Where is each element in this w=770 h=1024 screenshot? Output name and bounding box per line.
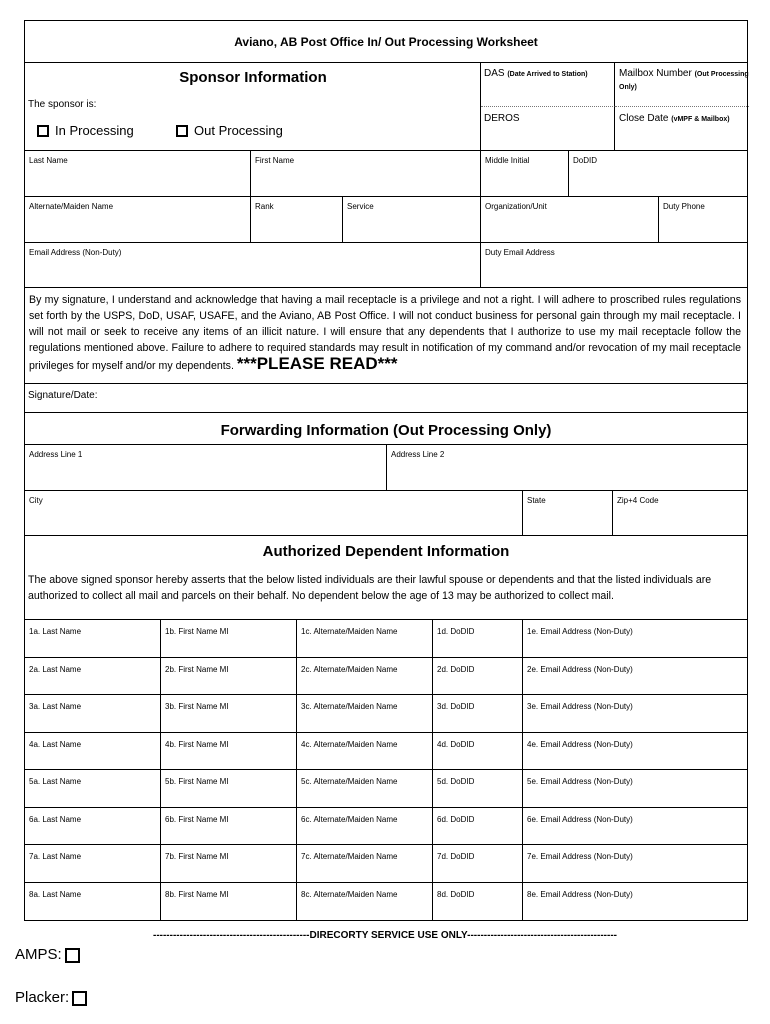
city-row [25,491,747,536]
dependent-8-dodid-field[interactable] [433,883,523,921]
dependent-row [25,883,747,921]
dependent-field-label: 1e. Email Address (Non-Duty) [527,627,633,636]
dependent-field-label: 6d. DoDID [437,814,475,824]
org-unit-label: Organization/Unit [485,202,547,211]
dependent-field-label: 2e. Email Address (Non-Duty) [527,664,633,674]
dependent-field-label: 4a. Last Name [29,739,82,749]
dodid-field[interactable] [569,151,749,196]
city-label: City [29,496,43,505]
dependent-field-label: 5c. Alternate/Maiden Name [301,777,398,786]
dependent-6-first-name-mi-field[interactable] [161,808,297,845]
dependent-field-label: 3a. Last Name [29,702,82,711]
dependent-7-dodid-field[interactable] [433,845,523,882]
service-label: Service [347,202,374,211]
dependent-5-email-non-duty-field[interactable] [523,770,749,807]
directory-service-divider: -----------------------------------------------DIRECORTY SERVICE USE ONLY--------------------------------------------- [152,930,617,941]
agreement-row [25,288,747,384]
mailbox-sublabel: (Out Processing Only) [619,71,749,91]
dependent-row [25,658,747,696]
das-field[interactable] [481,63,615,107]
sponsor-rank-row [25,197,747,243]
last-name-label: Last Name [29,156,68,165]
mailbox-number-field[interactable] [615,63,749,107]
org-unit-field[interactable] [481,197,659,242]
dependent-field-label: 6e. Email Address (Non-Duty) [527,814,633,824]
signature-label: Signature/Date: [28,390,98,401]
dependent-row [25,770,747,808]
dependent-field-label: 8a. Last Name [29,889,82,899]
das-label: DAS [484,68,505,79]
dependent-field-label: 5a. Last Name [29,777,82,786]
dependent-field-label: 7c. Alternate/Maiden Name [301,852,398,861]
address-line2-field[interactable] [387,445,749,490]
placker-checkbox[interactable] [72,991,87,1006]
dependent-field-label: 4d. DoDID [437,739,475,749]
dependent-8-alt-maiden-name-field[interactable] [297,883,433,921]
amps-option[interactable] [15,946,80,963]
dependent-8-last-name-field[interactable] [25,883,161,921]
dependent-1-dodid-field[interactable] [433,620,523,657]
dependent-field-label: 4c. Alternate/Maiden Name [301,739,398,749]
page-title: Aviano, AB Post Office In/ Out Processing Worksheet [234,35,538,49]
dependent-field-label: 3b. First Name MI [165,702,229,711]
worksheet-form [24,20,748,921]
dependents-heading: Authorized Dependent Information [262,543,510,560]
dependent-field-label: 1d. DoDID [437,627,475,636]
dependent-row [25,808,747,846]
dependent-row [25,845,747,883]
dependent-field-label: 4e. Email Address (Non-Duty) [527,739,633,749]
dependents-text: The above signed sponsor hereby asserts that the below listed individuals are their lawful spouse or dependents and that the listed individuals are authorized to collect all mail and parcels on their behalf. No dependent below the age of 13 may be authorized to collect mail. [28,574,712,602]
in-processing-option[interactable] [37,122,134,140]
duty-email-field[interactable] [481,243,749,287]
dependent-4-first-name-mi-field[interactable] [161,733,297,770]
dependent-4-last-name-field[interactable] [25,733,161,770]
alt-name-field[interactable] [25,197,251,242]
dependent-field-label: 2a. Last Name [29,664,82,674]
dependent-6-last-name-field[interactable] [25,808,161,845]
amps-checkbox[interactable] [65,948,80,963]
dodid-label: DoDID [573,156,598,165]
dependent-3-email-non-duty-field[interactable] [523,695,749,732]
first-name-field[interactable] [251,151,481,196]
rank-field[interactable] [251,197,343,242]
dependent-5-last-name-field[interactable] [25,770,161,807]
dependent-3-dodid-field[interactable] [433,695,523,732]
dependent-1-first-name-mi-field[interactable] [161,620,297,657]
dependent-field-label: 2d. DoDID [437,664,475,674]
dependent-row [25,620,747,658]
sponsor-is-label: The sponsor is: [28,99,97,110]
dependent-field-label: 2c. Alternate/Maiden Name [301,664,398,674]
middle-initial-label: Middle Initial [485,156,530,165]
placker-option[interactable] [15,989,87,1006]
sponsor-header [25,63,747,151]
dependent-6-dodid-field[interactable] [433,808,523,845]
agreement-paragraph: By my signature, I understand and acknowledge that having a mail receptacle is a privilege and not a right. I will adhere to proscribed rules regulations set forth by the USPS, DoD, USAF, USAFE, and the Aviano, AB Post Office. I will not conduct business for personal gain through my mail receptacle. I will not mail or seek to receive any items of an illicit nature. I will ensure that any dependents that I authorize to use my mail receptacle follow the regulations mentioned above. Failure to adhere to required standards may result in notification of my command and/or revocation of my mail receptacle privileges for myself and/or my dependents. [29,294,741,372]
deros-field[interactable] [481,107,615,150]
dependent-field-label: 3d. DoDID [437,702,475,711]
dependent-6-alt-maiden-name-field[interactable] [297,808,433,845]
sponsor-heading: Sponsor Information [179,69,327,86]
email-non-duty-field[interactable] [25,243,481,287]
address-line1-field[interactable] [25,445,387,490]
zip-field[interactable] [613,491,749,535]
signature-row[interactable] [25,384,747,413]
dependent-8-first-name-mi-field[interactable] [161,883,297,921]
dependent-4-email-non-duty-field[interactable] [523,733,749,770]
sponsor-email-row [25,243,747,288]
out-processing-option[interactable] [176,122,283,140]
dependent-1-alt-maiden-name-field[interactable] [297,620,433,657]
dependent-field-label: 7e. Email Address (Non-Duty) [527,852,633,861]
dependents-table [25,620,747,920]
mailbox-label: Mailbox Number [619,68,692,79]
amps-label: AMPS: [15,946,62,963]
sponsor-info-cell [25,63,481,150]
dependent-4-alt-maiden-name-field[interactable] [297,733,433,770]
deros-label: DEROS [484,113,520,124]
forwarding-heading: Forwarding Information (Out Processing Only) [220,422,552,439]
dependent-field-label: 3c. Alternate/Maiden Name [301,702,398,711]
dependent-field-label: 8b. First Name MI [165,889,229,899]
address-line2-label: Address Line 2 [391,450,445,459]
dependent-field-label: 5b. First Name MI [165,777,229,786]
in-processing-checkbox[interactable] [37,125,49,137]
dependent-5-first-name-mi-field[interactable] [161,770,297,807]
close-date-label: Close Date [619,113,669,124]
dependent-7-email-non-duty-field[interactable] [523,845,749,882]
dependent-field-label: 7d. DoDID [437,852,475,861]
city-field[interactable] [25,491,523,535]
dependent-2-last-name-field[interactable] [25,658,161,695]
sponsor-name-row [25,151,747,197]
duty-email-label: Duty Email Address [485,248,555,257]
dependent-1-last-name-field[interactable] [25,620,161,657]
dependent-5-dodid-field[interactable] [433,770,523,807]
dependent-row [25,733,747,771]
dependent-1-email-non-duty-field[interactable] [523,620,749,657]
dependent-2-dodid-field[interactable] [433,658,523,695]
address-line1-label: Address Line 1 [29,450,83,459]
dependent-row [25,695,747,733]
forwarding-heading-row [25,413,747,445]
service-field[interactable] [343,197,481,242]
dependent-field-label: 6a. Last Name [29,814,82,824]
in-processing-label: In Processing [55,123,134,139]
rank-label: Rank [255,202,274,211]
dependent-7-alt-maiden-name-field[interactable] [297,845,433,882]
agreement-text [25,288,747,374]
placker-label: Placker: [15,989,70,1006]
dependent-field-label: 6b. First Name MI [165,814,229,824]
dependent-2-alt-maiden-name-field[interactable] [297,658,433,695]
das-sublabel: (Date Arrived to Station) [507,71,588,78]
address-row [25,445,747,491]
out-processing-label: Out Processing [194,123,283,139]
dependent-7-first-name-mi-field[interactable] [161,845,297,882]
duty-phone-label: Duty Phone [663,202,705,211]
dependent-field-label: 8c. Alternate/Maiden Name [301,889,398,899]
dependent-3-first-name-mi-field[interactable] [161,695,297,732]
dependent-field-label: 8d. DoDID [437,889,475,899]
alt-name-label: Alternate/Maiden Name [29,202,114,211]
please-read-label: ***PLEASE READ*** [236,354,398,373]
close-date-sublabel: (vMPF & Mailbox) [671,116,730,123]
dependent-3-alt-maiden-name-field[interactable] [297,695,433,732]
dependent-3-last-name-field[interactable] [25,695,161,732]
dependent-field-label: 1c. Alternate/Maiden Name [301,627,398,636]
out-processing-checkbox[interactable] [176,125,188,137]
last-name-field[interactable] [25,151,251,196]
email-non-duty-label: Email Address (Non-Duty) [29,248,122,257]
dependent-2-email-non-duty-field[interactable] [523,658,749,695]
dependent-field-label: 5d. DoDID [437,777,475,786]
dependent-field-label: 7b. First Name MI [165,852,229,861]
state-field[interactable] [523,491,613,535]
close-date-field[interactable] [615,107,749,150]
dependents-header-row [25,536,747,620]
zip-label: Zip+4 Code [617,496,659,505]
dependent-field-label: 1b. First Name MI [165,627,229,636]
dependent-8-email-non-duty-field[interactable] [523,883,749,921]
dependent-field-label: 2b. First Name MI [165,664,229,674]
middle-initial-field[interactable] [481,151,569,196]
dependent-field-label: 1a. Last Name [29,627,82,636]
dependent-field-label: 3e. Email Address (Non-Duty) [527,702,633,711]
dependent-7-last-name-field[interactable] [25,845,161,882]
dependent-2-first-name-mi-field[interactable] [161,658,297,695]
dependent-field-label: 4b. First Name MI [165,739,229,749]
dependent-field-label: 6c. Alternate/Maiden Name [301,814,398,824]
title-row [25,21,747,63]
dependent-5-alt-maiden-name-field[interactable] [297,770,433,807]
first-name-label: First Name [255,156,295,165]
state-label: State [527,496,546,505]
dependent-field-label: 8e. Email Address (Non-Duty) [527,889,633,899]
duty-phone-field[interactable] [659,197,749,242]
dependent-6-email-non-duty-field[interactable] [523,808,749,845]
dependent-4-dodid-field[interactable] [433,733,523,770]
dependent-field-label: 5e. Email Address (Non-Duty) [527,777,633,786]
dependent-field-label: 7a. Last Name [29,852,82,861]
